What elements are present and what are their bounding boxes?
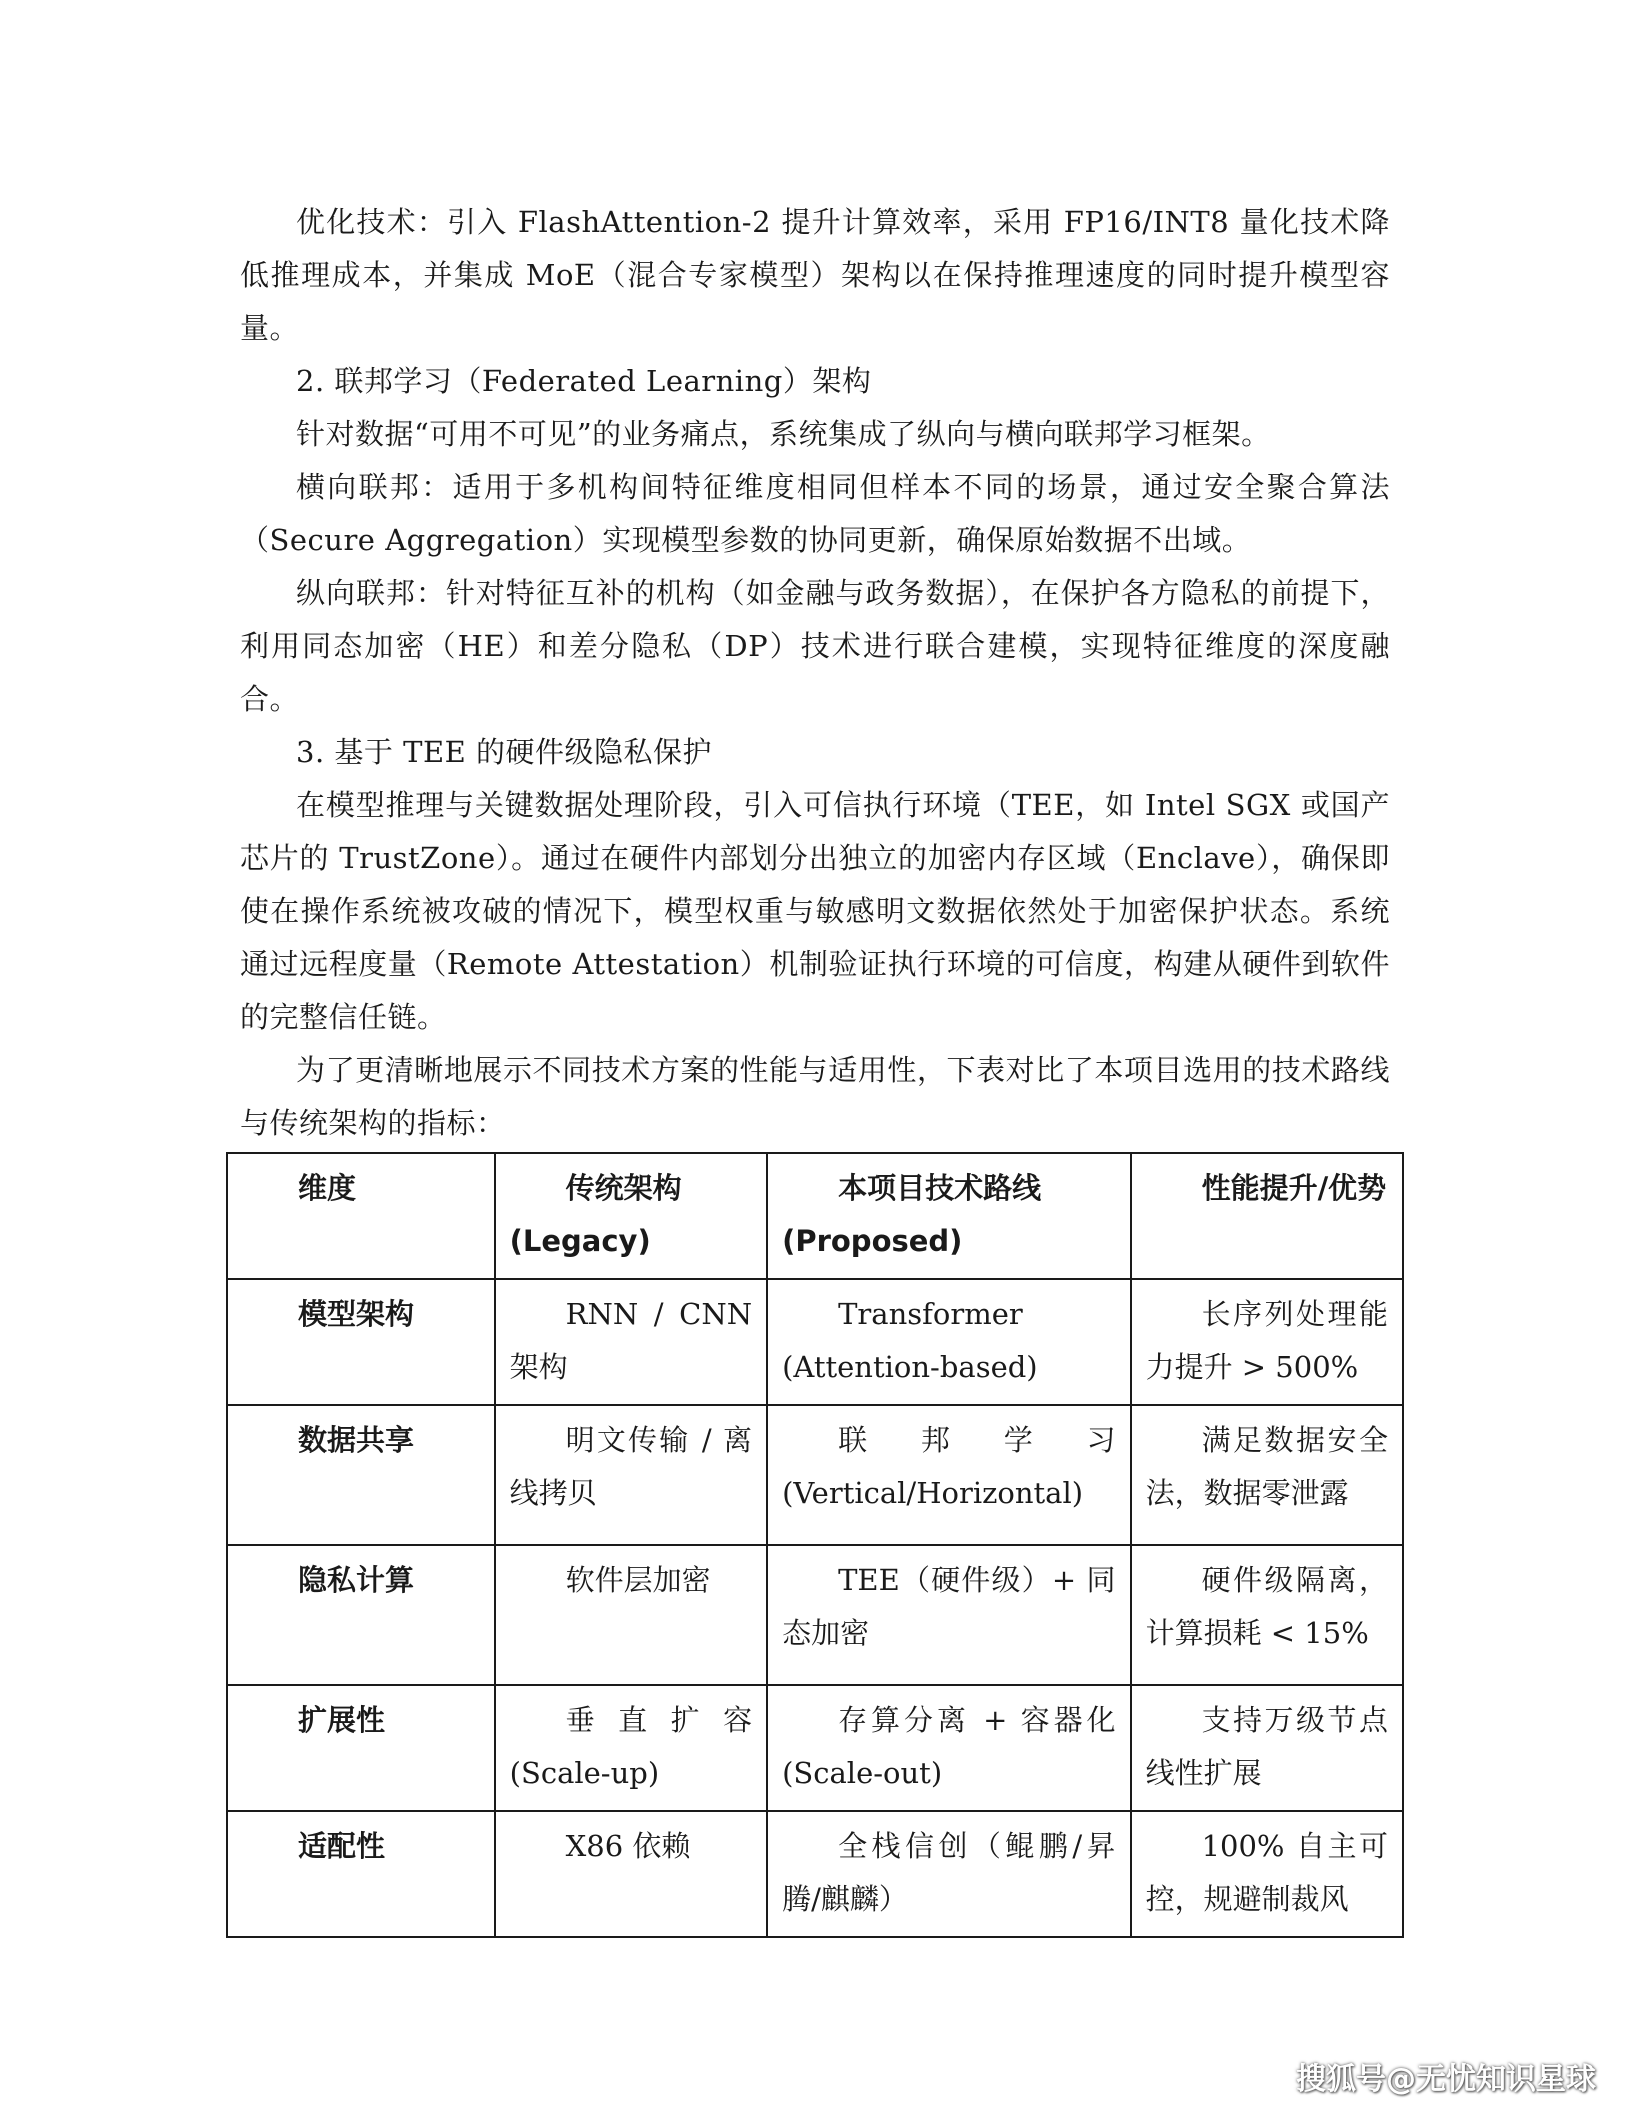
legacy-cell: RNN / CNN 架构	[495, 1279, 767, 1405]
header-proposed: 本项目技术路线(Proposed)	[767, 1153, 1130, 1279]
header-dimension: 维度	[227, 1153, 495, 1279]
table-row	[227, 1685, 1403, 1811]
advantage-cell: 满足数据安全法，数据零泄露	[1131, 1405, 1403, 1545]
comparison-table	[226, 1152, 1404, 1938]
table-header-row	[227, 1153, 1403, 1279]
header-legacy: 传统架构(Legacy)	[495, 1153, 767, 1279]
heading-tee: 3. 基于 TEE 的硬件级隐私保护	[296, 735, 713, 769]
proposed-cell: 全栈信创（鲲鹏/昇腾/麒麟）	[767, 1811, 1130, 1937]
document-body	[240, 196, 1390, 1150]
table-row	[227, 1545, 1403, 1685]
paragraph-optimization: 优化技术：引入 FlashAttention-2 提升计算效率，采用 FP16/INT8 量化技术降低推理成本，并集成 MoE（混合专家模型）架构以在保持推理速度的同时提升模型容量。	[240, 205, 1390, 345]
table-row	[227, 1279, 1403, 1405]
row-label: 适配性	[227, 1811, 495, 1937]
advantage-cell: 硬件级隔离，计算损耗 < 15%	[1131, 1545, 1403, 1685]
watermark: 搜狐号@无忧知识星球	[1296, 2062, 1596, 2097]
heading-federated-learning: 2. 联邦学习（Federated Learning）架构	[296, 364, 872, 398]
advantage-cell: 长序列处理能力提升 > 500%	[1131, 1279, 1403, 1405]
paragraph-table-intro: 为了更清晰地展示不同技术方案的性能与适用性，下表对比了本项目选用的技术路线与传统架构的指标：	[240, 1053, 1390, 1140]
table-row	[227, 1811, 1403, 1937]
proposed-cell: 联 邦 学 习 (Vertical/Horizontal)	[767, 1405, 1130, 1545]
paragraph-horizontal-federated: 横向联邦：适用于多机构间特征维度相同但样本不同的场景，通过安全聚合算法（Secure Aggregation）实现模型参数的协同更新，确保原始数据不出域。	[240, 470, 1390, 557]
proposed-cell: Transformer (Attention-based)	[767, 1279, 1130, 1405]
header-advantage: 性能提升/优势	[1131, 1153, 1403, 1279]
row-label: 模型架构	[227, 1279, 495, 1405]
paragraph-vertical-federated: 纵向联邦：针对特征互补的机构（如金融与政务数据），在保护各方隐私的前提下，利用同态加密（HE）和差分隐私（DP）技术进行联合建模，实现特征维度的深度融合。	[240, 576, 1390, 716]
paragraph-tee: 在模型推理与关键数据处理阶段，引入可信执行环境（TEE，如 Intel SGX 或国产芯片的 TrustZone）。通过在硬件内部划分出独立的加密内存区域（Enclave），确保即使在操作系统被攻破的情况下，模型权重与敏感明文数据依然处于加密保护状态。系统通过远程度量（Remote Attestation）机制验证执行环境的可信度，构建从硬件到软件的完整信任链。	[240, 788, 1390, 1034]
legacy-cell: X86 依赖	[495, 1811, 767, 1937]
table-row	[227, 1405, 1403, 1545]
paragraph-federated-intro: 针对数据“可用不可见”的业务痛点，系统集成了纵向与横向联邦学习框架。	[296, 417, 1271, 451]
legacy-cell: 垂直扩容 (Scale-up)	[495, 1685, 767, 1811]
legacy-cell: 软件层加密	[495, 1545, 767, 1685]
row-label: 数据共享	[227, 1405, 495, 1545]
advantage-cell: 100% 自主可控，规避制裁风	[1131, 1811, 1403, 1937]
row-label: 隐私计算	[227, 1545, 495, 1685]
row-label: 扩展性	[227, 1685, 495, 1811]
proposed-cell: 存算分离 + 容器化 (Scale-out)	[767, 1685, 1130, 1811]
proposed-cell: TEE（硬件级）+ 同态加密	[767, 1545, 1130, 1685]
advantage-cell: 支持万级节点线性扩展	[1131, 1685, 1403, 1811]
legacy-cell: 明文传输 / 离线拷贝	[495, 1405, 767, 1545]
